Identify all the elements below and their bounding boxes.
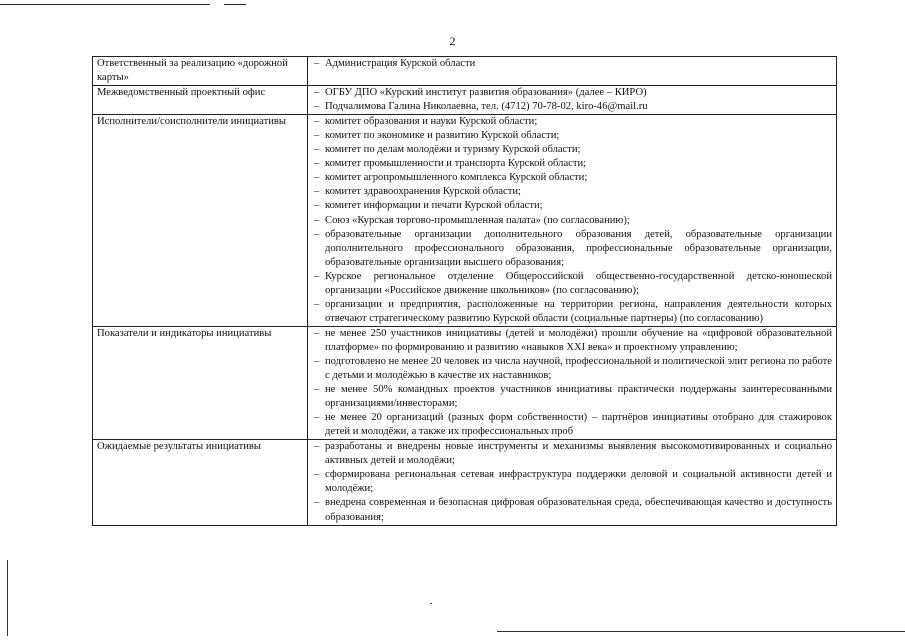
scan-artifact-bottom-dot [430,603,432,604]
list-item: – не менее 20 организаций (разных форм собственности) – партнёров инициативы отобрано для стажировок детей и молодёжи, а также их профессиональных проб [312,411,832,439]
list-item: – Администрация Курской области [312,57,832,71]
list-item: – сформирована региональная сетевая инфраструктура поддержки деловой и социальной активности детей и молодёжи; [312,468,832,496]
scan-artifact-top-line-short [224,4,246,5]
table-row [93,440,837,525]
scan-artifact-left-margin-line [7,560,8,636]
list-item: – внедрена современная и безопасная цифровая образовательная среда, обеспечивающая качество и доступность образования; [312,496,832,524]
list-item: – комитет агропромышленного комплекса Курской области; [312,171,832,185]
row-label-project-office: Межведомственный проектный офис [93,86,308,115]
list-item: – комитет по экономике и развитию Курской области; [312,129,832,143]
row-content-project-office [308,86,837,115]
table-row [93,57,837,86]
row-content-indicators [308,326,837,439]
scan-artifact-top-line [0,4,210,5]
roadmap-table [92,56,837,526]
row-content-expected-results [308,440,837,525]
list-item: – образовательные организации дополнительного образования детей, образовательные организации дополнительного профессионального образования, профессиональные образовательные организации, образовательные организации высшего образования; [312,228,832,270]
table-row [93,86,837,115]
list-item: – разработаны и внедрены новые инструменты и механизмы выявления высокомотивированных и социально активных детей и молодёжи; [312,440,832,468]
list-item: – Союз «Курская торгово-промышленная палата» (по согласованию); [312,214,832,228]
scan-artifact-bottom-right-line [497,631,905,632]
row-label-indicators: Показатели и индикаторы инициативы [93,326,308,439]
list-item: – подготовлено не менее 20 человек из числа научной, профессиональной и политической элит региона по работе с детьми и молодёжью в качестве их наставников; [312,355,832,383]
row-content-responsible [308,57,837,86]
table-row [93,326,837,439]
list-item: – комитет образования и науки Курской области; [312,115,832,129]
list-item: – не менее 50% командных проектов участников инициативы практически поддержаны заинтересованными организациями/инвесторами; [312,383,832,411]
list-item: – комитет здравоохранения Курской области; [312,185,832,199]
row-content-executors [308,115,837,327]
row-label-executors: Исполнители/соисполнители инициативы [93,115,308,327]
list-item: – Подчалимова Галина Николаевна, тел. (4712) 70-78-02, kiro-46@mail.ru [312,100,832,114]
list-item: – Курское региональное отделение Общероссийской общественно-государственной детско-юношеской организации «Российское движение школьников» (по согласованию); [312,270,832,298]
list-item: – комитет по делам молодёжи и туризму Курской области; [312,143,832,157]
list-item: – комитет информации и печати Курской области; [312,199,832,213]
list-item: – не менее 250 участников инициативы (детей и молодёжи) прошли обучение на «цифровой образовательной платформе» по формированию и развитию «навыков XXI века» и проектному управлению; [312,327,832,355]
row-label-responsible: Ответственный за реализацию «дорожной карты» [93,57,308,86]
page-number: 2 [449,34,456,48]
row-label-expected-results: Ожидаемые результаты инициативы [93,440,308,525]
list-item: – организации и предприятия, расположенные на территории региона, направления деятельности которых отвечают стратегическому развитию Курской области (социальные партнеры) (по согласованию) [312,298,832,326]
list-item: – комитет промышленности и транспорта Курской области; [312,157,832,171]
table-row [93,115,837,327]
list-item: – ОГБУ ДПО «Курский институт развития образования» (далее – КИРО) [312,86,832,100]
